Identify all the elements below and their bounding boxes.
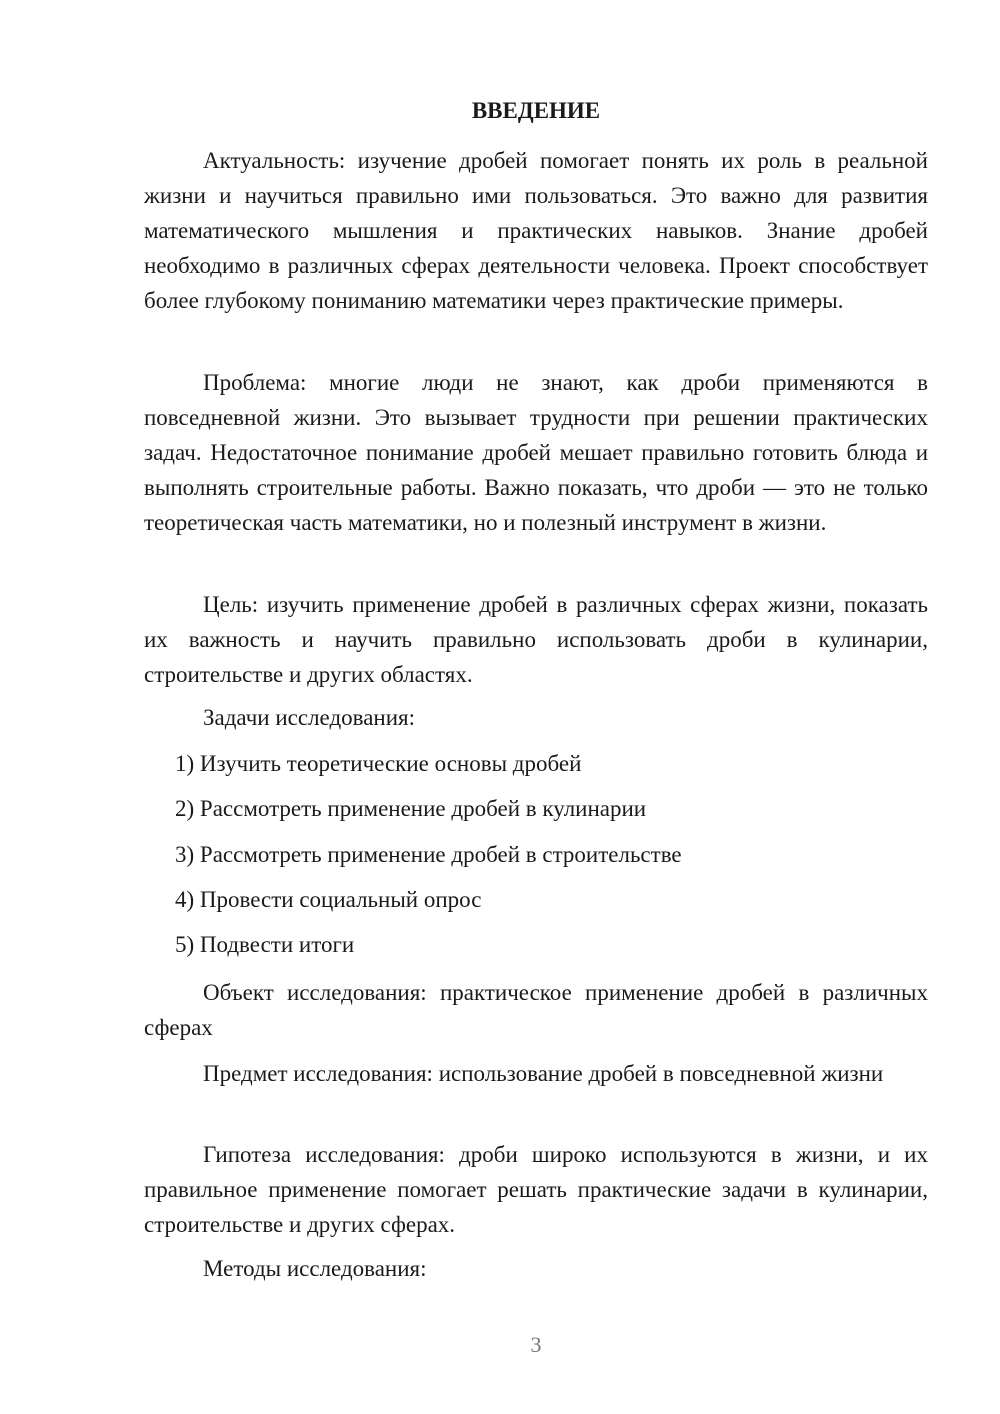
goal-paragraph: Цель: изучить применение дробей в различных сферах жизни, показать их важность и научить правильно использовать дроби в кулинарии, строительстве и других областях.	[144, 592, 928, 687]
task-item-2: 2) Рассмотреть применение дробей в кулинарии	[175, 796, 647, 821]
relevance-paragraph: Актуальность: изучение дробей помогает понять их роль в реальной жизни и научиться правильно ими пользоваться. Это важно для развития математического мышления и практических навыков. Знание дробей необходимо в различных сферах деятельности человека. Проект способствует более глубокому пониманию математики через практические примеры.	[144, 148, 928, 313]
page-title: ВВЕДЕНИЕ	[471, 98, 601, 123]
problem-paragraph: Проблема: многие люди не знают, как дроби применяются в повседневной жизни. Это вызывает трудности при решении практических задач. Недостаточное понимание дробей мешает правильно готовить блюда и выполнять строительные работы. Важно показать, что дроби — это не только теоретическая часть математики, но и полезный инструмент в жизни.	[144, 370, 928, 535]
methods-heading: Методы исследования:	[203, 1256, 427, 1281]
object-paragraph: Объект исследования: практическое применение дробей в различных сферах	[144, 980, 928, 1040]
task-item-5: 5) Подвести итоги	[175, 932, 355, 957]
page-number: 3	[530, 1332, 542, 1357]
hypothesis-paragraph: Гипотеза исследования: дроби широко используются в жизни, и их правильное применение помогает решать практические задачи в кулинарии, строительстве и других сферах.	[144, 1142, 928, 1237]
task-item-3: 3) Рассмотреть применение дробей в строительстве	[175, 842, 682, 867]
tasks-heading: Задачи исследования:	[203, 705, 416, 730]
task-item-4: 4) Провести социальный опрос	[175, 887, 482, 912]
subject-paragraph: Предмет исследования: использование дробей в повседневной жизни	[203, 1061, 884, 1086]
task-item-1: 1) Изучить теоретические основы дробей	[175, 751, 582, 776]
